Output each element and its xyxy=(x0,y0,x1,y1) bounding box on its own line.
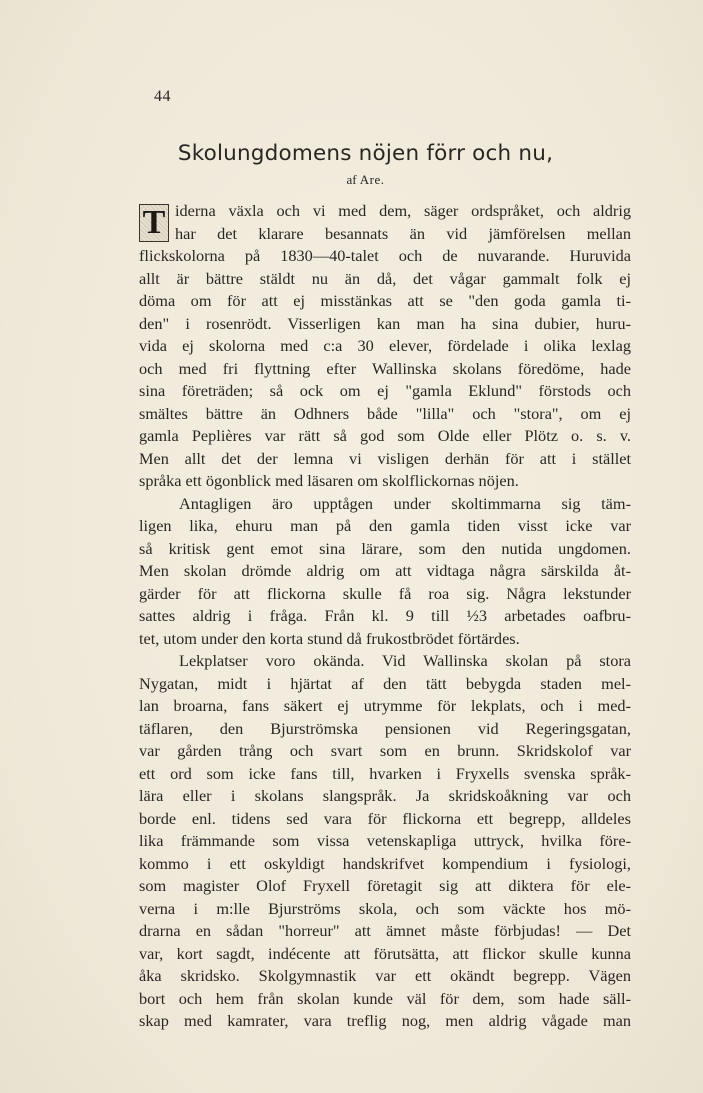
text-line: som magister Olof Fryxell företagit sig att diktera för ele- xyxy=(139,876,631,895)
text-line: Nygatan, midt i hjärtat af den tätt bebygda staden mel- xyxy=(139,673,631,693)
text-line: bort och hem från skolan kunde väl för dem, som hade säll- xyxy=(139,988,631,1008)
text-line: Men skolan drömde aldrig om att vidtaga några särskilda åt- xyxy=(139,561,631,580)
text-line: Men allt det der lemna vi visligen derhän för att i stället xyxy=(139,448,631,468)
body-text xyxy=(139,200,631,1033)
text-line: kommo i ett oskyldigt handskrifvet kompendium i fysiologi, xyxy=(139,853,631,873)
text-line: var gården trång och svart som en brunn. Skridskolof var xyxy=(139,741,631,760)
text-line: och med fri flyttning efter Wallinska skolans föredöme, hade xyxy=(139,358,631,378)
text-line: flickskolorna på 1830—40-talet och de nuvarande. Huruvida xyxy=(139,246,631,265)
text-line: gärder för att flickorna skulle få roa sig. Några lekstunder xyxy=(139,583,631,603)
text-line: Antagligen äro upptågen under skoltimmarna sig täm- xyxy=(179,493,631,513)
text-line: smältes bättre än Odhners både "lilla" och "stora", om ej xyxy=(139,403,631,423)
text-line: sattes aldrig i fråga. Från kl. 9 till ½3 arbetades oafbru- xyxy=(139,606,631,625)
text-line: gamla Peplières var rätt så god som Olde eller Plötz o. s. v. xyxy=(139,426,631,445)
text-line: allt är bättre stäldt nu än då, det vågar gammalt folk ej xyxy=(139,268,631,288)
drop-cap-initial: T xyxy=(139,204,169,242)
text-line: vida ej skolorna med c:a 30 elever, fördelade i olika lexlag xyxy=(139,336,631,355)
article-title: Skolungdomens nöjen förr och nu, xyxy=(177,141,554,166)
text-line: har det klarare besannats än vid jämförelsen mellan xyxy=(175,223,631,243)
text-line: skap med kamrater, vara treflig nog, men aldrig vågade man xyxy=(139,1011,631,1030)
text-line: Lekplatser voro okända. Vid Wallinska skolan på stora xyxy=(179,651,631,670)
text-line: lan broarna, fans säkert ej utrymme för lekplats, och i med- xyxy=(139,696,631,715)
byline-prefix: af xyxy=(346,172,357,187)
text-line: den" i rosenrödt. Visserligen kan man ha sina dubier, huru- xyxy=(139,313,631,333)
text-line: täflaren, den Bjurströmska pensionen vid Regeringsgatan, xyxy=(139,718,631,738)
page-number: 44 xyxy=(154,88,171,105)
text-line: drarna en sådan "horreur" att ämnet måste förbjudas! — Det xyxy=(139,921,631,940)
text-line: tet, utom under den korta stund då frukostbrödet förtärdes. xyxy=(139,628,520,648)
text-line: lära eller i skolans slangspråk. Ja skridskoåkning var och xyxy=(139,786,631,805)
text-line: borde enl. tidens sed vara för flickorna ett begrepp, alldeles xyxy=(139,808,631,828)
text-line: verna i m:lle Bjurströms skola, och som väckte hos mö- xyxy=(139,898,631,918)
text-line: sina företräden; så ock om ej "gamla Eklund" förstods och xyxy=(139,381,631,400)
text-line: var, kort sagdt, indécente att förutsätta, att flickor skulle kunna xyxy=(139,943,631,963)
text-line: döma om för att ej misstänkas att se "den goda gamla ti- xyxy=(139,291,631,310)
text-line: åka skridsko. Skolgymnastik var ett okändt begrepp. Vägen xyxy=(139,966,631,985)
text-line: ligen lika, ehuru man på den gamla tiden visst icke var xyxy=(139,516,631,535)
text-line: så kritisk gent emot sina lärare, som den nutida ungdomen. xyxy=(139,538,631,558)
text-line: ett ord som icke fans till, hvarken i Fryxells svenska språk- xyxy=(139,763,631,783)
text-line: iderna växla och vi med dem, säger ordspråket, och aldrig xyxy=(175,201,631,220)
text-line: språka ett ögonblick med läsaren om skolflickornas nöjen. xyxy=(139,471,519,490)
byline-author: Are. xyxy=(359,172,385,187)
byline xyxy=(0,172,703,188)
text-line: lika främmande som vissa vetenskapliga uttryck, hvilka före- xyxy=(139,831,631,850)
